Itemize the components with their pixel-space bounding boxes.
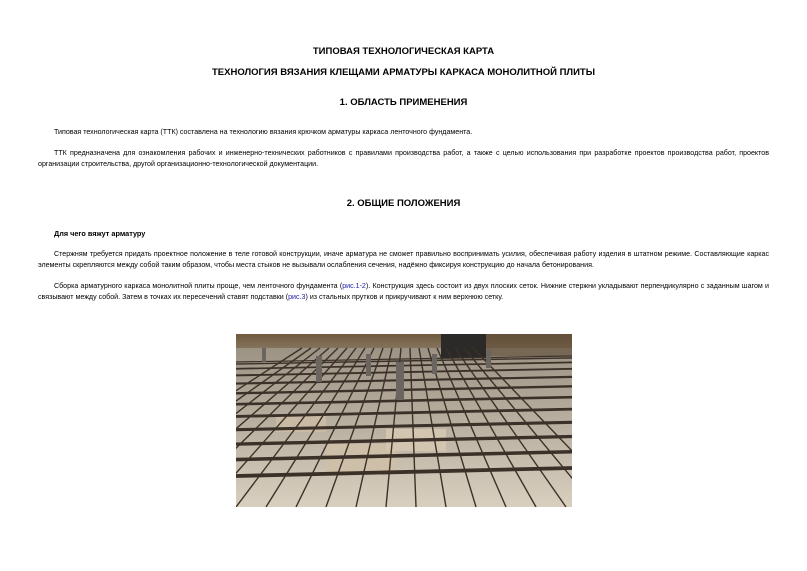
section2-subheading: Для чего вяжут арматуру	[54, 229, 146, 238]
section1-paragraph1: Типовая технологическая карта (ТТК) составлена на технологию вязания крючком арматуры каркаса ленточного фундамента.	[54, 128, 473, 136]
figure-link-3[interactable]: рис.3	[288, 293, 306, 301]
p4-text-b: ). Конструкция здесь состоит из двух плоских сеток. Нижние стержни укладывают перпендикулярно с заданным шагом и связывают между собой. Затем в точках их пересечений ставят подставки (	[38, 282, 769, 301]
p4-text-a: Сборка арматурного каркаса монолитной плиты проще, чем ленточного фундамента (	[54, 282, 343, 290]
p4-text-c: ) из стальных прутков и прикручивают к ним верхнюю сетку.	[305, 293, 504, 301]
doc-title-line1: ТИПОВАЯ ТЕХНОЛОГИЧЕСКАЯ КАРТА	[312, 46, 495, 57]
section2-heading: 2. ОБЩИЕ ПОЛОЖЕНИЯ	[346, 198, 461, 209]
section2-paragraph1: Стержням требуется придать проектное положение в теле готовой конструкции, иначе арматура не сможет правильно воспринимать усилия, обеспечивая работу изделия в штатном режиме. Составляющие каркас элементы скрепляются между собой таким образом, чтобы места стыков не вызывали ослабления сечения, надёжно фиксируя конструкцию до начала бетонирования.	[38, 250, 769, 269]
figure-link-1-2[interactable]: рис.1-2	[342, 282, 366, 290]
rebar-mesh-illustration	[236, 334, 572, 507]
section1-heading: 1. ОБЛАСТЬ ПРИМЕНЕНИЯ	[339, 97, 468, 108]
rebar-mesh-photo	[236, 334, 572, 507]
doc-title-line2: ТЕХНОЛОГИЯ ВЯЗАНИЯ КЛЕЩАМИ АРМАТУРЫ КАРКАСА МОНОЛИТНОЙ ПЛИТЫ	[211, 67, 596, 78]
section2-paragraph2	[38, 281, 769, 303]
section1-paragraph2: ТТК предназначена для ознакомления рабочих и инженерно-технических работников с правилами производства работ, а также с целью использования при разработке проектов производства работ, проектов организации строительства, другой организационно-технологической документации.	[38, 149, 769, 168]
